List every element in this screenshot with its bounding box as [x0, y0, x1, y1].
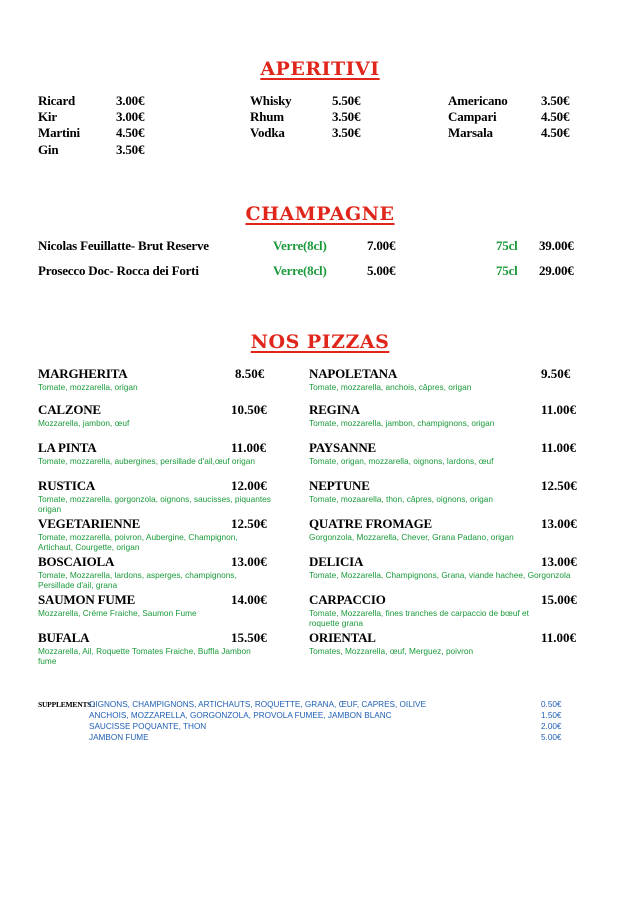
- champagne-glass: Verre(8cl): [273, 238, 327, 253]
- aperitif-name: Gin: [38, 142, 59, 157]
- pizza-price: 11.00€: [541, 440, 577, 455]
- champagne-bottle: 75cl: [496, 263, 518, 278]
- supplement-price: 2.00€: [541, 722, 562, 731]
- pizza-description: Tomate, mozzarella, aubergines, persillade d'ail,œuf origan: [38, 456, 255, 466]
- pizza-name: MARGHERITA: [38, 366, 128, 381]
- aperitif-price: 3.50€: [116, 142, 145, 157]
- aperitif-name: Kir: [38, 109, 57, 124]
- aperitif-name: Ricard: [38, 93, 76, 108]
- pizza-price: 11.00€: [541, 402, 577, 417]
- pizza-price: 9.50€: [541, 366, 571, 381]
- pizza-name: NAPOLETANA: [309, 366, 398, 381]
- pizza-description: Tomate, mozzarella, jambon, champignons, origan: [309, 418, 495, 428]
- supplement-items: JAMBON FUME: [89, 733, 149, 742]
- supplements-label: SUPPLEMENTS :: [38, 700, 96, 709]
- section-title-pizzas: NOS PIZZAS: [250, 331, 390, 353]
- pizza-price: 11.00€: [541, 630, 577, 645]
- supplement-price: 5.00€: [541, 733, 562, 742]
- pizza-description: Mozzarella, jambon, œuf: [38, 418, 130, 428]
- pizza-name: SAUMON FUME: [38, 592, 136, 607]
- pizza-price: 12.00€: [231, 478, 267, 493]
- pizza-name: NEPTUNE: [309, 478, 370, 493]
- pizza-price: 11.00€: [231, 440, 267, 455]
- pizza-name: CALZONE: [38, 402, 101, 417]
- aperitif-name: Vodka: [250, 125, 285, 140]
- champagne-glass: Verre(8cl): [273, 263, 327, 278]
- aperitif-price: 3.00€: [116, 93, 145, 108]
- supplement-items: OIGNONS, CHAMPIGNONS, ARTICHAUTS, ROQUETTE, GRANA, ŒUF, CAPRES, OILIVE: [89, 700, 426, 709]
- champagne-glass-price: 5.00€: [367, 263, 396, 278]
- pizza-description: Gorgonzola, Mozzarella, Chever, Grana Padano, origan: [309, 532, 514, 542]
- champagne-bottle-price: 39.00€: [539, 238, 574, 253]
- pizza-description: Tomate, Mozzarella, lardons, asperges, champignons, Persillade d'ail, grana: [38, 570, 237, 590]
- pizza-name: PAYSANNE: [309, 440, 377, 455]
- pizza-description: Tomate, origan, mozzarella, oignons, lardons, œuf: [309, 456, 494, 466]
- pizza-description: Mozzarella, Créme Fraiche, Saumon Fume: [38, 608, 197, 618]
- pizza-name: REGINA: [309, 402, 360, 417]
- pizza-description: Tomate, Mozzarella, fines tranches de carpaccio de bœuf et roquette grana: [309, 608, 529, 628]
- aperitif-price: 4.50€: [116, 125, 145, 140]
- pizza-description: Tomate, mozaarella, thon, câpres, oignons, origan: [309, 494, 494, 504]
- aperitif-price: 4.50€: [541, 125, 570, 140]
- champagne-name: Nicolas Feuillatte- Brut Reserve: [38, 238, 209, 253]
- aperitif-price: 3.50€: [541, 93, 570, 108]
- aperitif-name: Martini: [38, 125, 80, 140]
- aperitif-name: Whisky: [250, 93, 292, 108]
- pizza-name: RUSTICA: [38, 478, 96, 493]
- pizza-description: Tomate, mozzarella, origan: [38, 382, 138, 392]
- pizza-description: Tomate, mozzarella, gorgonzola, oignons, saucisses, piquantes origan: [38, 494, 271, 514]
- pizza-price: 13.00€: [541, 554, 577, 569]
- pizza-price: 10.50€: [231, 402, 267, 417]
- aperitif-price: 3.50€: [332, 125, 361, 140]
- aperitif-name: Rhum: [250, 109, 284, 124]
- aperitif-price: 5.50€: [332, 93, 361, 108]
- pizza-description: Tomate, Mozzarella, Champignons, Grana, viande hachee, Gorgonzola: [309, 570, 571, 580]
- pizza-description: Mozzarella, Ail, Roquette Tomates Fraiche, Buffla Jambon fume: [38, 646, 251, 666]
- pizza-description: Tomate, mozzarella, poivron, Aubergine, Champignon, Artichaut, Courgette, origan: [38, 532, 238, 552]
- pizza-price: 12.50€: [541, 478, 577, 493]
- champagne-glass-price: 7.00€: [367, 238, 396, 253]
- pizza-price: 13.00€: [231, 554, 267, 569]
- pizza-description: Tomate, mozzarella, anchois, câpres, origan: [309, 382, 472, 392]
- champagne-name: Prosecco Doc- Rocca dei Forti: [38, 263, 199, 278]
- pizza-name: QUATRE FROMAGE: [309, 516, 432, 531]
- pizza-price: 12.50€: [231, 516, 267, 531]
- pizza-price: 15.00€: [541, 592, 577, 607]
- pizza-name: CARPACCIO: [309, 592, 386, 607]
- pizza-name: LA PINTA: [38, 440, 97, 455]
- supplement-price: 0.50€: [541, 700, 562, 709]
- supplement-items: ANCHOIS, MOZZARELLA, GORGONZOLA, PROVOLA FUMEE, JAMBON BLANC: [89, 711, 392, 720]
- pizza-price: 15.50€: [231, 630, 267, 645]
- aperitif-name: Campari: [448, 109, 497, 124]
- supplement-price: 1.50€: [541, 711, 562, 720]
- pizza-name: BOSCAIOLA: [38, 554, 115, 569]
- aperitif-price: 3.50€: [332, 109, 361, 124]
- champagne-bottle: 75cl: [496, 238, 518, 253]
- aperitif-price: 3.00€: [116, 109, 145, 124]
- pizza-name: VEGETARIENNE: [38, 516, 141, 531]
- pizza-price: 13.00€: [541, 516, 577, 531]
- section-title-aperitivi: APERITIVI: [260, 58, 380, 80]
- pizza-price: 14.00€: [231, 592, 267, 607]
- aperitif-name: Americano: [448, 93, 508, 108]
- pizza-name: BUFALA: [38, 630, 90, 645]
- pizza-name: ORIENTAL: [309, 630, 376, 645]
- aperitif-price: 4.50€: [541, 109, 570, 124]
- supplement-items: SAUCISSE POQUANTE, THON: [89, 722, 207, 731]
- pizza-price: 8.50€: [235, 366, 265, 381]
- aperitif-name: Marsala: [448, 125, 493, 140]
- pizza-name: DELICIA: [309, 554, 364, 569]
- champagne-bottle-price: 29.00€: [539, 263, 574, 278]
- section-title-champagne: CHAMPAGNE: [245, 203, 395, 225]
- pizza-description: Tomates, Mozzarella, œuf, Merguez, poivron: [309, 646, 474, 656]
